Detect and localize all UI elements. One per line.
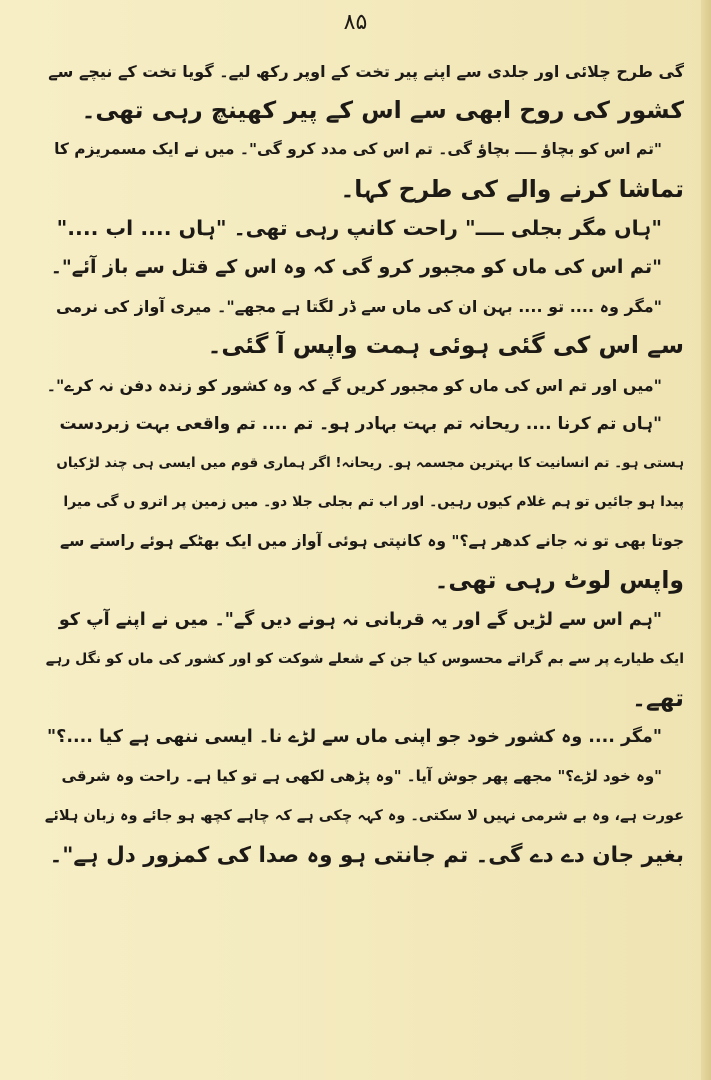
text-line: "ہم اس سے لڑیں گے اور یہ قربانی نہ ہونے دیں گے"۔ میں نے اپنے آپ کو <box>58 609 662 630</box>
text-line: تماشا کرنے والے کی طرح کہا۔ <box>340 174 684 203</box>
text-line: ایک طیارے پر سے بم گراتے محسوس کیا جن کے شعلے شوکت کو اور کشور کی ماں کو نگل رہے <box>45 650 684 667</box>
text-line: واپس لوٹ رہی تھی۔ <box>434 566 684 595</box>
text-line: "ہاں تم کرنا .... ریحانہ تم بہت بہادر ہو۔ تم .... تم واقعی بہت زبردست <box>59 413 662 434</box>
page-number: ۸۵ <box>343 10 368 35</box>
text-line: بغیر جان دے دے گی۔ تم جانتی ہو وہ صدا کی کمزور دل ہے"۔ <box>49 842 684 868</box>
text-line: "تم اس کو بچاؤ ــــ بچاؤ گی۔ تم اس کی مدد کرو گی"۔ میں نے ایک مسمریزم کا <box>54 140 662 159</box>
body-text <box>44 52 684 875</box>
text-line: سے اس کی گئی ہوئی ہمت واپس آ گئی۔ <box>207 331 684 360</box>
text-line: "تم اس کی ماں کو مجبور کرو گی کہ وہ اس کے قتل سے باز آئے"۔ <box>50 255 662 278</box>
text-line: عورت ہے، وہ بے شرمی نہیں لا سکتی۔ وہ کہہ چکی ہے کہ چاہے کچھ ہو جائے وہ زبان ہلائے <box>44 807 684 824</box>
text-line: پیدا ہو جائیں تو ہم غلام کیوں رہیں۔ اور اب تم بجلی جلا دو۔ میں زمین پر اترو ں گی میرا <box>63 494 684 511</box>
text-line: کشور کی روح ابھی سے اس کے پیر کھینچ رہی تھی۔ <box>81 96 684 125</box>
page-edge <box>701 0 711 1080</box>
text-line: ہستی ہو۔ تم انسانیت کا بہترین مجسمہ ہو۔ ریحانہ! اگر ہماری قوم میں ایسی ہی چند لڑکیاں <box>56 454 684 471</box>
text-line: "میں اور تم اس کی ماں کو مجبور کریں گے کہ وہ کشور کو زندہ دفن نہ کرے"۔ <box>46 375 662 395</box>
text-line: "وہ خود لڑے؟" مجھے پھر جوش آیا۔ "وہ پڑھی لکھی ہے تو کیا ہے۔ راحت وہ شرقی <box>61 767 662 786</box>
text-line: "مگر .... وہ کشور خود جو اپنی ماں سے لڑے نا۔ ایسی ننھی ہے کیا ....؟" <box>47 727 662 748</box>
text-line: "ہاں مگر بجلی ــــ" راحت کانپ رہی تھی۔ "ہاں .... اب ...." <box>56 215 662 240</box>
text-line: تھے۔ <box>632 684 684 712</box>
text-line: جوتا بھی تو نہ جانے کدھر ہے؟" وہ کانپتی ہوئی آواز میں ایک بھٹکے ہوئے راستے سے <box>60 532 684 551</box>
text-line: گی طرح چلائی اور جلدی سے اپنے پیر تخت کے اوپر رکھ لیے۔ گویا تخت کے نیچے سے <box>48 62 684 81</box>
text-line: "مگر وہ .... تو .... بہن ان کی ماں سے ڈر لگتا ہے مجھے"۔ میری آواز کی نرمی <box>55 297 662 317</box>
